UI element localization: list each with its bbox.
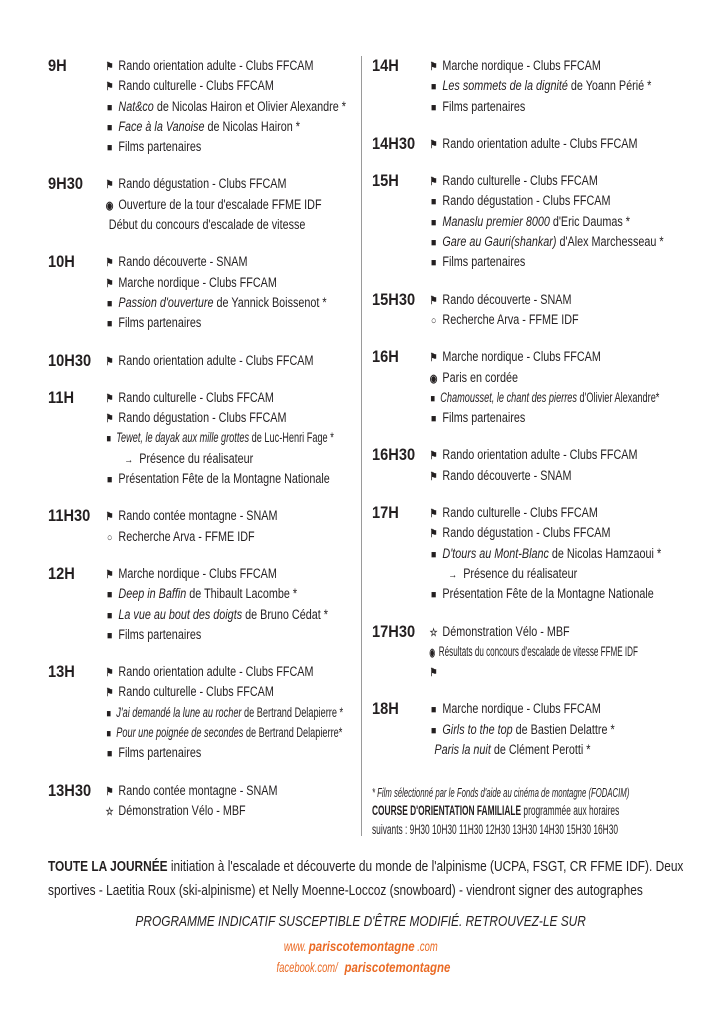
film-camera-icon: ■ (106, 433, 112, 446)
column-divider (361, 56, 362, 836)
schedule-item (428, 445, 647, 465)
schedule-item (104, 117, 307, 137)
facebook-name: pariscotemontagne (344, 959, 451, 975)
item-text: Rando culturelle - Clubs FFCAM (442, 173, 598, 189)
item-text: Ouverture de la tour d'escalade FFME IDF (118, 196, 322, 212)
hiker-icon: ⚑ (429, 470, 438, 483)
schedule-item (104, 703, 344, 723)
magnifier-icon: ○ (430, 314, 437, 327)
schedule-item (104, 97, 346, 117)
all-day-label: TOUTE LA JOURNÉE (48, 859, 168, 875)
item-text: Rando contée montagne - SNAM (118, 508, 278, 524)
cyclist-icon: ☆ (105, 805, 114, 818)
film-camera-icon: ■ (106, 318, 113, 331)
time-slot (372, 171, 702, 272)
schedule-item (104, 564, 307, 584)
time-slot (48, 388, 358, 489)
film-camera-icon: ■ (106, 629, 113, 642)
schedule-item (428, 622, 647, 642)
item-text: Films partenaires (442, 98, 526, 114)
film-camera-icon: ■ (106, 297, 113, 310)
film-camera-icon: ■ (430, 724, 437, 737)
item-text: Présence du réalisateur (463, 565, 578, 581)
time-slot (372, 699, 702, 760)
all-day-line-2 (48, 882, 671, 900)
item-text: Films partenaires (118, 626, 202, 642)
time-label: 9H30 (48, 174, 83, 194)
schedule-item (104, 662, 314, 682)
item-text: Marche nordique - Clubs FFCAM (442, 349, 601, 365)
film-title: Chamousset, le chant des pierres (440, 389, 577, 405)
hiker-icon: ⚑ (105, 785, 114, 798)
cyclist-icon: ☆ (429, 626, 438, 639)
schedule-item (104, 723, 343, 743)
schedule-item (428, 584, 654, 604)
schedule-item (104, 584, 307, 604)
item-text: de Luc-Henri Fage * (249, 430, 334, 446)
item-text: Rando dégustation - Clubs FFCAM (442, 525, 611, 541)
film-camera-icon: ■ (430, 81, 437, 94)
hiker-icon: ⚑ (429, 667, 438, 680)
film-camera-icon: ■ (106, 728, 112, 741)
schedule-right-column (372, 56, 702, 777)
item-text: Films partenaires (442, 254, 526, 270)
item-text: Recherche Arva - FFME IDF (118, 528, 255, 544)
item-text: de Nicolas Hairon * (204, 118, 300, 134)
course-orientation-text: programmée aux horaires (521, 803, 620, 818)
film-camera-icon: ■ (106, 589, 113, 602)
item-text: de Yoann Périé * (567, 78, 652, 94)
item-text: Recherche Arva - FFME IDF (442, 311, 579, 327)
schedule-item (428, 252, 647, 272)
film-camera-icon: ■ (430, 237, 437, 250)
schedule-item (104, 215, 307, 235)
schedule-item (104, 605, 328, 625)
schedule-item (104, 449, 307, 469)
item-text: Rando culturelle - Clubs FFCAM (118, 684, 274, 700)
item-text: Marche nordique - Clubs FFCAM (442, 58, 601, 73)
schedule-item (428, 56, 647, 76)
schedule-item (104, 527, 307, 547)
time-label: 12H (48, 563, 75, 583)
website-suffix: .com (416, 938, 438, 954)
hiker-icon: ⚑ (105, 257, 114, 270)
time-slot (372, 56, 702, 117)
schedule-item (428, 76, 652, 96)
facebook-prefix: facebook.com/ (276, 959, 339, 975)
hiker-icon: ⚑ (105, 179, 114, 192)
schedule-item (104, 313, 307, 333)
schedule-item (428, 97, 647, 117)
item-text: Films partenaires (442, 410, 526, 426)
facebook-link[interactable] (0, 958, 721, 976)
time-label: 14H (372, 56, 399, 75)
schedule-item (104, 273, 307, 293)
item-text: de Nicolas Hamzaoui * (548, 545, 662, 561)
time-label: 10H (48, 252, 75, 272)
film-title: Girls to the top (442, 721, 513, 737)
hiker-icon: ⚑ (105, 511, 114, 524)
item-text: de Bertrand Delapierre* (243, 725, 343, 741)
hiker-icon: ⚑ (429, 450, 438, 463)
time-label: 14H30 (372, 133, 416, 153)
schedule-item (428, 388, 660, 408)
film-title: Pour une poignée de secondes (116, 725, 244, 741)
schedule-item (104, 469, 330, 489)
time-slot (372, 622, 702, 683)
item-text: Début du concours d'escalade de vitesse (108, 217, 306, 233)
item-text: Résultats du concours d'escalade de vitesse FFME IDF (438, 643, 638, 659)
time-slot (48, 351, 358, 371)
disclaimer-text: PROGRAMME INDICATIF SUSCEPTIBLE D'ÊTRE MODIFIÉ. RETROUVEZ-LE SUR (135, 914, 586, 930)
schedule-item (428, 290, 647, 310)
disclaimer (0, 913, 721, 931)
time-label: 9H (48, 56, 67, 75)
arrow-icon: → (124, 453, 134, 466)
schedule-item (428, 347, 647, 367)
schedule-item (428, 368, 647, 388)
film-camera-icon: ■ (106, 142, 113, 155)
time-slot (372, 347, 702, 428)
film-title: D'tours au Mont-Blanc (442, 545, 549, 561)
film-title: Les sommets de la dignité (442, 78, 568, 94)
all-day-text-1: initiation à l'escalade et découverte du monde de l'alpinisme (UCPA, FSGT, CR FFME IDF). Deux (167, 859, 684, 875)
item-text: de Thibault Lacombe * (186, 586, 298, 602)
schedule-item (428, 564, 647, 584)
time-slot (48, 174, 358, 235)
item-text: Rando culturelle - Clubs FFCAM (118, 78, 274, 94)
item-text: Rando découverte - SNAM (442, 467, 572, 483)
item-text: de Bastien Delattre * (512, 721, 615, 737)
course-orientation-title: COURSE D'ORIENTATION FAMILIALE (372, 803, 522, 818)
hiker-icon: ⚑ (105, 392, 114, 405)
schedule-item (428, 544, 662, 564)
schedule-item (104, 801, 307, 821)
climbing-hold-icon: ◉ (105, 199, 114, 212)
schedule-item (104, 137, 307, 157)
schedule-item (428, 523, 647, 543)
film-camera-icon: ■ (430, 589, 437, 602)
item-text: d'Alex Marchesseau * (556, 234, 664, 250)
schedule-item (428, 191, 647, 211)
hiker-icon: ⚑ (105, 413, 114, 426)
arrow-icon: → (448, 568, 458, 581)
hiker-icon: ⚑ (429, 528, 438, 541)
film-title: Manaslu premier 8000 (442, 213, 550, 229)
schedule-left-column (48, 56, 358, 838)
time-slot (48, 564, 358, 645)
all-day-text-2: sportives - Laetitia Roux (ski-alpinisme) et Nelly Moenne-Loccoz (snowboard) - viendront signer des autographes (48, 883, 643, 899)
schedule-item (428, 310, 647, 330)
hiker-icon: ⚑ (105, 81, 114, 94)
item-text: de Bertrand Delapierre * (241, 704, 344, 720)
schedule-item (428, 662, 647, 682)
fodacim-footnote-text: * Film sélectionné par le Fonds d'aide au cinéma de montagne (FODACIM) (372, 786, 630, 800)
time-slot (48, 56, 358, 157)
film-camera-icon: ■ (106, 474, 113, 487)
time-label: 17H (372, 503, 399, 523)
item-text: de Yannick Boissenot * (213, 294, 327, 310)
schedule-item (104, 351, 314, 371)
time-label: 10H30 (48, 350, 92, 370)
film-camera-icon: ■ (106, 707, 112, 720)
schedule-item (104, 252, 307, 272)
time-label: 11H (48, 387, 75, 407)
item-text: Paris en cordée (442, 369, 519, 385)
hiker-icon: ⚑ (105, 568, 114, 581)
hiker-icon: ⚑ (105, 61, 114, 73)
schedule-item (428, 212, 647, 232)
climbing-hold-icon: ◉ (429, 372, 438, 385)
item-text: de Clément Perotti * (490, 742, 591, 758)
item-text: de Nicolas Hairon et Olivier Alexandre * (153, 98, 346, 114)
film-title: Face à la Vanoise (118, 118, 205, 134)
film-title: Deep in Baffin (118, 586, 187, 602)
schedule-item (104, 174, 307, 194)
item-text: d'Olivier Alexandre* (576, 389, 660, 405)
item-text: Films partenaires (118, 745, 202, 761)
time-slot (48, 252, 358, 333)
time-label: 16H (372, 347, 399, 367)
item-text: Présentation Fête de la Montagne Nationale (442, 586, 654, 602)
item-text: Rando orientation adulte - Clubs FFCAM (118, 58, 314, 73)
item-text: Rando orientation adulte - Clubs FFCAM (118, 352, 314, 368)
time-slot (48, 662, 358, 763)
schedule-item (104, 428, 334, 448)
film-camera-icon: ■ (106, 121, 113, 134)
film-title: Tewet, le dayak aux mille grottes (116, 430, 250, 446)
time-slot (48, 781, 358, 822)
item-text: Marche nordique - Clubs FFCAM (118, 565, 277, 581)
film-camera-icon: ■ (430, 101, 437, 114)
time-slot (48, 506, 358, 547)
time-label: 15H (372, 171, 399, 191)
item-text: Présentation Fête de la Montagne Nationale (118, 471, 330, 487)
schedule-item (428, 134, 647, 154)
hiker-icon: ⚑ (105, 277, 114, 290)
schedule-item (104, 781, 307, 801)
hiker-icon: ⚑ (105, 687, 114, 700)
item-text: Rando culturelle - Clubs FFCAM (118, 389, 274, 405)
schedule-item (428, 642, 638, 662)
item-text: Rando contée montagne - SNAM (118, 782, 278, 798)
time-label: 11H30 (48, 506, 91, 526)
item-text: Présence du réalisateur (139, 450, 254, 466)
film-camera-icon: ■ (106, 101, 113, 114)
schedule-item (428, 720, 647, 740)
hiker-icon: ⚑ (429, 61, 438, 73)
course-orientation-times (372, 822, 619, 837)
schedule-item (428, 232, 664, 252)
website-link[interactable] (0, 937, 721, 955)
item-text: Rando orientation adulte - Clubs FFCAM (118, 664, 314, 680)
item-text: Rando orientation adulte - Clubs FFCAM (442, 447, 638, 463)
schedule-item (104, 625, 307, 645)
film-camera-icon: ■ (430, 257, 437, 270)
item-text: Films partenaires (118, 315, 202, 331)
course-orientation-note (372, 803, 620, 818)
schedule-item (104, 388, 307, 408)
schedule-item (428, 740, 647, 760)
film-camera-icon: ■ (430, 704, 437, 717)
hiker-icon: ⚑ (429, 508, 438, 521)
item-text: Démonstration Vélo - MBF (442, 623, 570, 639)
schedule-item (428, 171, 647, 191)
hiker-icon: ⚑ (429, 138, 438, 151)
time-label: 18H (372, 699, 399, 719)
schedule-item (104, 506, 307, 526)
film-camera-icon: ■ (430, 216, 437, 229)
item-text: Rando dégustation - Clubs FFCAM (118, 410, 287, 426)
film-camera-icon: ■ (106, 748, 113, 761)
schedule-item (104, 293, 327, 313)
website-name: pariscotemontagne (308, 938, 415, 954)
website-prefix: www. (283, 938, 307, 954)
all-day-line-1 (48, 858, 684, 876)
time-slot (372, 445, 702, 486)
schedule-item (104, 743, 307, 763)
time-label: 13H (48, 662, 75, 682)
hiker-icon: ⚑ (429, 294, 438, 307)
item-text: Marche nordique - Clubs FFCAM (118, 274, 277, 290)
item-text: Rando découverte - SNAM (442, 291, 572, 307)
item-text: de Bruno Cédat * (242, 606, 328, 622)
film-title: La vue au bout des doigts (118, 606, 243, 622)
time-label: 15H30 (372, 289, 416, 309)
item-text: Rando orientation adulte - Clubs FFCAM (442, 135, 638, 151)
schedule-item (104, 682, 307, 702)
time-slot (372, 290, 702, 331)
schedule-item (428, 408, 647, 428)
film-camera-icon: ■ (430, 413, 437, 426)
climbing-hold-icon: ◉ (429, 646, 436, 659)
time-slot (372, 503, 702, 604)
film-camera-icon: ■ (430, 196, 437, 209)
schedule-item (428, 466, 647, 486)
schedule-item (428, 503, 647, 523)
schedule-item (104, 56, 314, 76)
item-text: Rando découverte - SNAM (118, 254, 248, 270)
item-text: Films partenaires (118, 139, 202, 155)
time-label: 17H30 (372, 621, 416, 641)
hiker-icon: ⚑ (429, 176, 438, 189)
film-title: Gare au Gauri(shankar) (442, 234, 557, 250)
schedule-item (104, 408, 307, 428)
time-label: 13H30 (48, 780, 92, 800)
film-camera-icon: ■ (106, 609, 113, 622)
item-text: Marche nordique - Clubs FFCAM (442, 701, 601, 717)
film-title: Paris la nuit (434, 742, 491, 758)
fodacim-footnote (372, 786, 630, 800)
film-title: J'ai demandé la lune au rocher (116, 704, 242, 720)
item-text: Démonstration Vélo - MBF (118, 802, 246, 818)
schedule-item (104, 76, 307, 96)
time-slot (372, 134, 702, 154)
film-title: Passion d'ouverture (118, 294, 214, 310)
hiker-icon: ⚑ (105, 667, 114, 680)
schedule-item (104, 195, 322, 215)
hiker-icon: ⚑ (105, 355, 114, 368)
course-orientation-times-text: suivants : 9H30 10H30 11H30 12H30 13H30 14H30 15H30 16H30 (372, 822, 619, 837)
film-camera-icon: ■ (430, 392, 436, 405)
film-title: Nat&co (118, 98, 154, 114)
time-label: 16H30 (372, 445, 416, 465)
item-text: Rando dégustation - Clubs FFCAM (442, 193, 611, 209)
item-text: Rando dégustation - Clubs FFCAM (118, 176, 287, 192)
schedule-item (428, 699, 647, 719)
film-camera-icon: ■ (430, 548, 437, 561)
magnifier-icon: ○ (106, 531, 113, 544)
item-text: Rando culturelle - Clubs FFCAM (442, 505, 598, 521)
hiker-icon: ⚑ (429, 352, 438, 365)
item-text: d'Eric Daumas * (549, 213, 630, 229)
